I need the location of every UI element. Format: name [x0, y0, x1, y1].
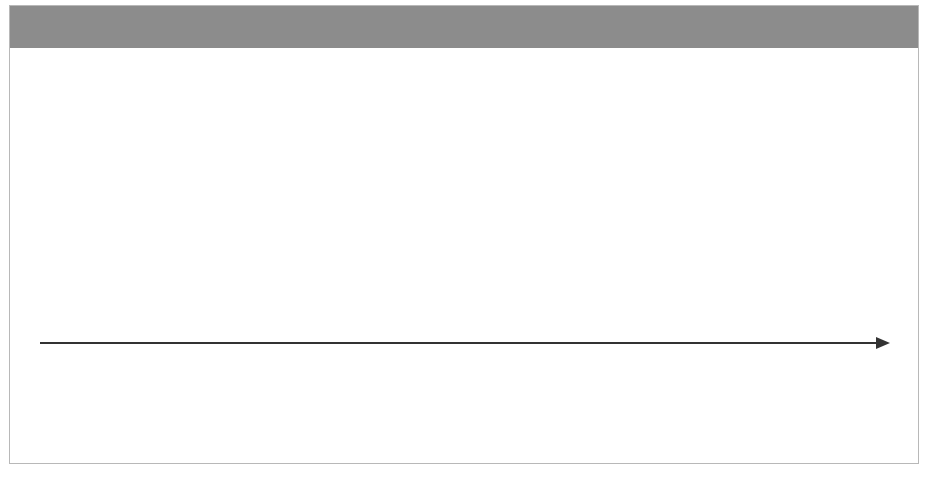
timeline-axis [40, 342, 882, 344]
diagram-frame [9, 5, 919, 464]
timeline-arrow-icon [876, 337, 890, 349]
chevron-band [10, 6, 918, 336]
